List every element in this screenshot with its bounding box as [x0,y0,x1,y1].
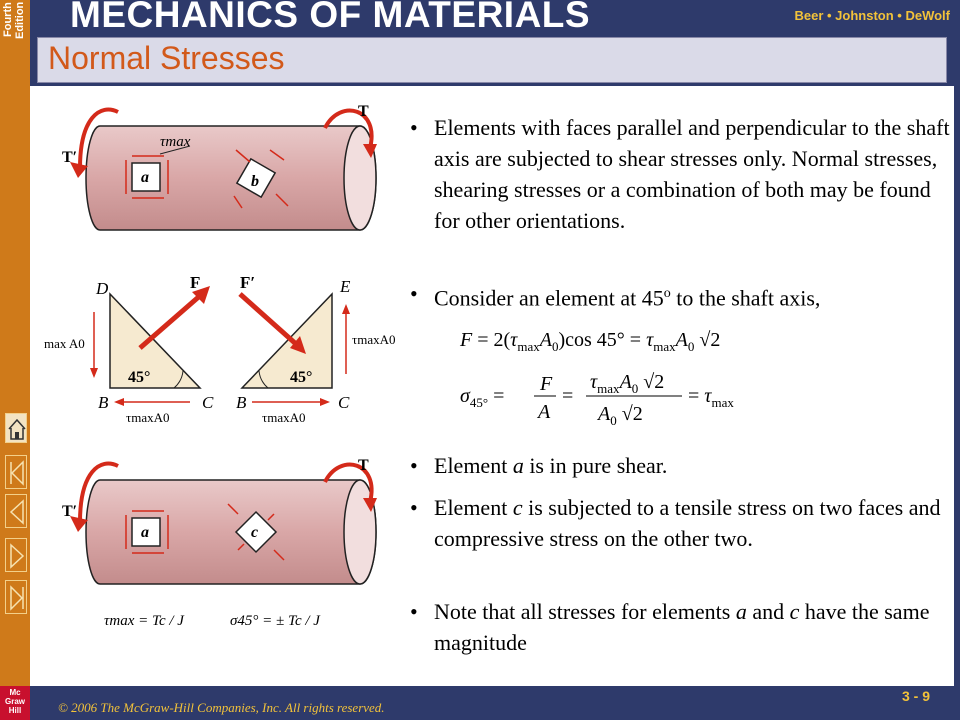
bullet-3-text [434,450,950,481]
bullet-3-post: is in pure shear. [523,453,668,478]
bullet-2-post: to the shaft axis, [670,285,821,311]
bullet-4 [410,492,950,554]
bullet-dot: • [410,281,418,306]
force-F-label: F [190,273,201,292]
torque-right-label: T [358,103,369,120]
bullet-5-pre: Note that all stresses for elements [434,599,736,624]
triangle-figure [40,272,410,432]
formula-sigma-45: σ45° = ± Tc / J [230,613,320,629]
edition-label: Fourth Edition [2,2,26,40]
degree-sup: o [663,286,671,301]
torque-left-label: T′ [62,149,78,166]
shaft-figure-top [40,98,400,258]
shaft-figure-bottom [40,450,400,640]
bullet-dot: • [410,453,418,478]
formula-tau-max: τmax = Tc / J [104,613,184,629]
bullet-5-text [434,596,950,658]
label-C2: C [338,393,350,412]
force-F-prime-label: F′ [240,273,256,292]
page-title: Normal Stresses [48,40,285,76]
bullet-3-pre: Element [434,453,513,478]
bullet-2-text [434,278,950,313]
bullet-5-var2: c [789,599,800,624]
svg-text:F: F [540,373,553,395]
equations [450,318,810,432]
bullet-2-pre: Consider an element at 45 [434,285,664,311]
angle-label-2: 45° [290,369,313,386]
title-bar [37,37,947,83]
bullet-5-var1: a [735,599,747,624]
element-a-label-2: a [141,524,149,541]
previous-slide-icon[interactable] [5,494,27,528]
book-title: MECHANICS OF MATERIALS [70,0,591,35]
bullet-3-var: a [512,453,524,478]
bullet-4-text [434,492,950,554]
bullet-5 [410,596,950,658]
torque-left-label-2: T′ [62,503,78,520]
footer-bar [30,686,960,720]
label-C1: C [202,393,214,412]
bullet-1 [410,112,950,236]
svg-text:τmaxA0 √2: $\tau_{max}A_0$ √2 [590,371,665,396]
home-icon[interactable] [5,413,27,443]
left-side-label: max A0 [44,336,85,351]
torque-right-label-2: T [358,457,369,474]
bullet-5-mid: and [746,599,790,624]
svg-text:A: A [538,401,551,423]
bullet-5-post: have the same magnitude [434,599,930,655]
svg-text:A0 √2: $A_0$ √2 [598,403,643,428]
page-number: 3 - 9 [901,688,930,704]
svg-text:=: = [562,385,574,407]
bullet-4-post: is subjected to a tensile stress on two faces and compressive stress on the other two. [434,495,941,551]
right-side-label: τmaxA0 [352,332,396,347]
bottom-label-2: τmaxA0 [262,410,306,425]
svg-text:F = 2(τmaxA0)cos 45° = τmaxA0: $F = 2(\tau_{max}A_0)\cos$ $45^\circ = \tau_{max}A_0$ √2 [460,329,721,354]
label-B2: B [236,393,247,412]
publisher-logo: Mc Graw Hill [0,686,30,720]
copyright: © 2006 The McGraw-Hill Companies, Inc. All rights reserved. [58,700,385,715]
angle-label-1: 45° [128,369,151,386]
bullet-dot: • [410,495,418,520]
first-slide-icon[interactable] [5,455,27,489]
label-E: E [340,277,351,296]
bullet-2 [410,278,950,313]
last-slide-icon[interactable] [5,580,27,614]
bullet-4-var: c [512,495,523,520]
svg-text:= τmax: = $\tau_{max}$ [688,385,734,410]
bullet-dot: • [410,599,418,624]
element-c-label: c [251,524,259,541]
label-D: D [96,279,109,298]
bullet-dot: • [410,115,418,140]
bullet-4-pre: Element [434,495,513,520]
bullet-3 [410,450,950,481]
slide-content [30,86,954,686]
header-bar [30,0,960,36]
bottom-label-1: τmaxA0 [126,410,170,425]
element-a-label: a [141,169,149,186]
svg-text:σ45° =: $\sigma_{45^\circ}$ = [460,385,505,410]
tau-max-label: τmax [160,134,191,150]
element-b-label: b [251,173,259,190]
label-B1: B [98,393,109,412]
bullet-1-text: Elements with faces parallel and perpendicular to the shaft axis are subjected to shear stresses only. Normal stresses, shearing stresses or a combination of both may be found for other orientations. [434,115,950,233]
next-slide-icon[interactable] [5,538,27,572]
authors: Beer • Johnston • DeWolf [794,8,950,23]
